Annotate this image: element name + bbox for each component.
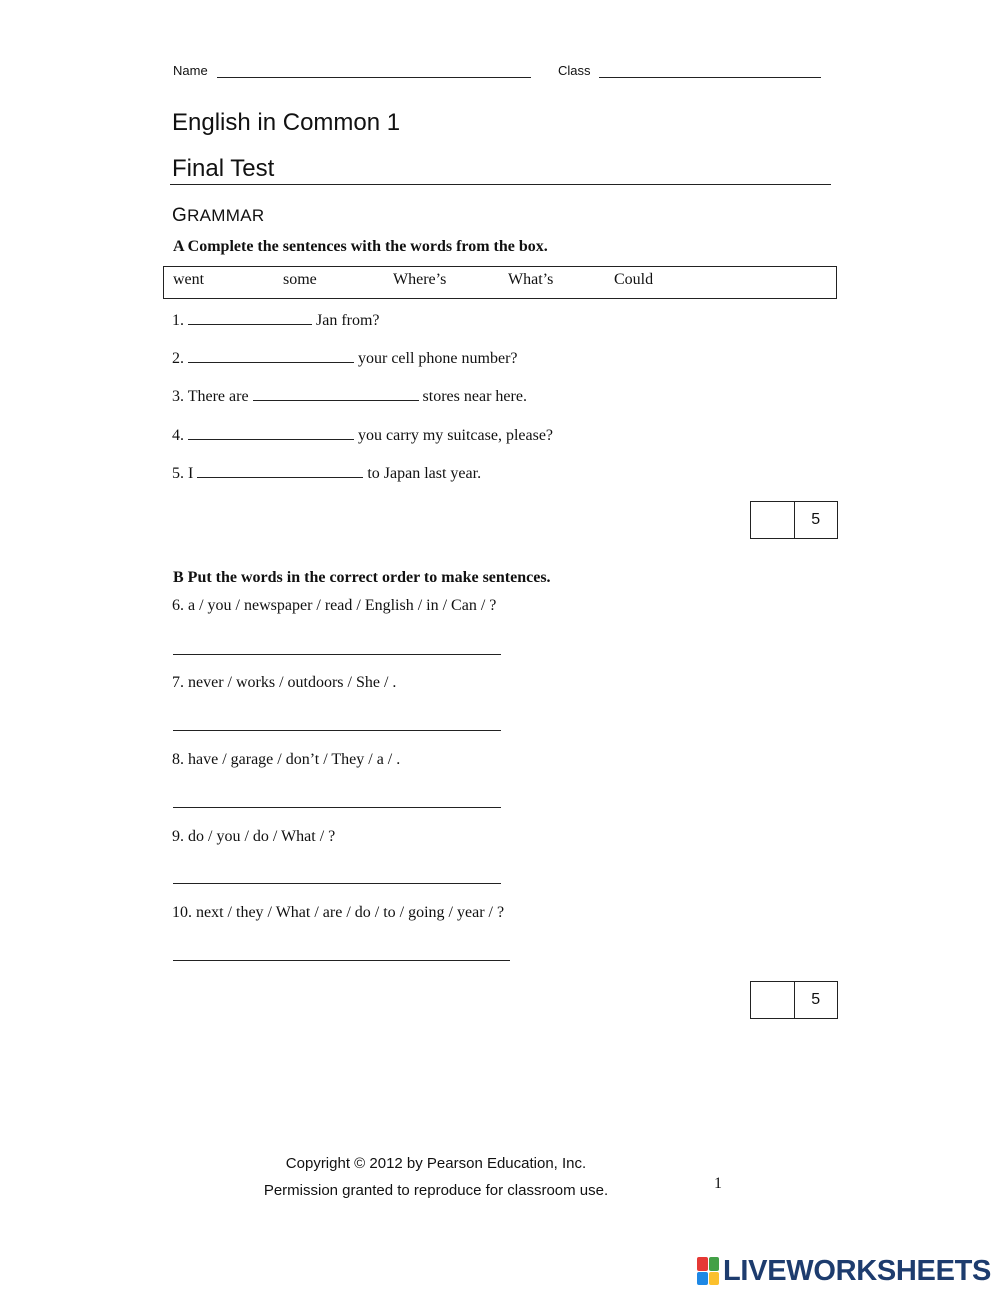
word-box-item: Could [614, 271, 654, 288]
logo-square [697, 1272, 708, 1286]
section-heading-rest: RAMMAR [187, 206, 265, 225]
word-box-item: went [173, 271, 205, 288]
name-label: Name [173, 63, 208, 78]
permission-text: Permission granted to reproduce for classroom use. [263, 1182, 609, 1199]
liveworksheets-logo [697, 1256, 991, 1286]
word-box-item: Where’s [393, 271, 447, 288]
question-2 [172, 348, 518, 368]
copyright-text: Copyright © 2012 by Pearson Education, Inc. [285, 1155, 587, 1172]
question-2-prefix: 2. [172, 350, 184, 367]
question-4-suffix: you carry my suitcase, please? [358, 427, 554, 444]
question-1-suffix: Jan from? [316, 312, 380, 329]
logo-square [709, 1257, 720, 1271]
question-9: 9. do / you / do / What / ? [172, 828, 336, 845]
answer-line-7[interactable] [173, 730, 501, 731]
test-title: Final Test [172, 155, 275, 182]
answer-line-6[interactable] [173, 654, 501, 655]
answer-line-8[interactable] [173, 807, 501, 808]
part-b-instruction: B Put the words in the correct order to make sentences. [173, 569, 551, 586]
answer-line-9[interactable] [173, 883, 501, 884]
question-4-prefix: 4. [172, 427, 184, 444]
class-field[interactable] [599, 77, 821, 78]
section-heading [172, 205, 264, 227]
word-box-item: some [283, 271, 317, 288]
answer-blank-3[interactable] [253, 386, 419, 401]
answer-blank-1[interactable] [188, 310, 312, 325]
logo-square [709, 1272, 720, 1286]
score-total-b: 5 [794, 982, 838, 1018]
score-total-a: 5 [794, 502, 838, 538]
score-box-b [750, 981, 838, 1019]
part-a-instruction: A Complete the sentences with the words from the box. [173, 238, 548, 255]
question-8: 8. have / garage / don’t / They / a / . [172, 751, 401, 768]
question-3 [172, 386, 527, 406]
liveworksheets-logo-text: LIVEWORKSHEETS [723, 1254, 992, 1287]
word-box-item: What’s [508, 271, 554, 288]
question-3-suffix: stores near here. [422, 388, 527, 405]
name-field[interactable] [217, 77, 531, 78]
score-input-b[interactable] [751, 982, 794, 1018]
section-heading-cap: G [172, 205, 188, 226]
liveworksheets-logo-icon [697, 1257, 719, 1285]
question-4 [172, 425, 553, 445]
answer-blank-2[interactable] [188, 348, 354, 363]
question-3-prefix: 3. There are [172, 388, 249, 405]
answer-blank-5[interactable] [197, 463, 363, 478]
question-5 [172, 463, 481, 483]
score-input-a[interactable] [751, 502, 794, 538]
question-5-prefix: 5. I [172, 465, 194, 482]
course-title: English in Common 1 [172, 109, 401, 136]
word-box [163, 266, 837, 299]
question-1-prefix: 1. [172, 312, 184, 329]
answer-blank-4[interactable] [188, 425, 354, 440]
question-6: 6. a / you / newspaper / read / English / in / Can / ? [172, 597, 497, 614]
question-1 [172, 310, 380, 330]
question-10: 10. next / they / What / are / do / to / going / year / ? [172, 904, 505, 921]
answer-line-10[interactable] [173, 960, 510, 961]
score-box-a [750, 501, 838, 539]
page-number: 1 [714, 1175, 722, 1192]
question-7: 7. never / works / outdoors / She / . [172, 674, 397, 691]
logo-square [697, 1257, 708, 1271]
question-2-suffix: your cell phone number? [358, 350, 518, 367]
question-5-suffix: to Japan last year. [367, 465, 482, 482]
class-label: Class [558, 63, 591, 78]
title-rule [170, 184, 831, 185]
